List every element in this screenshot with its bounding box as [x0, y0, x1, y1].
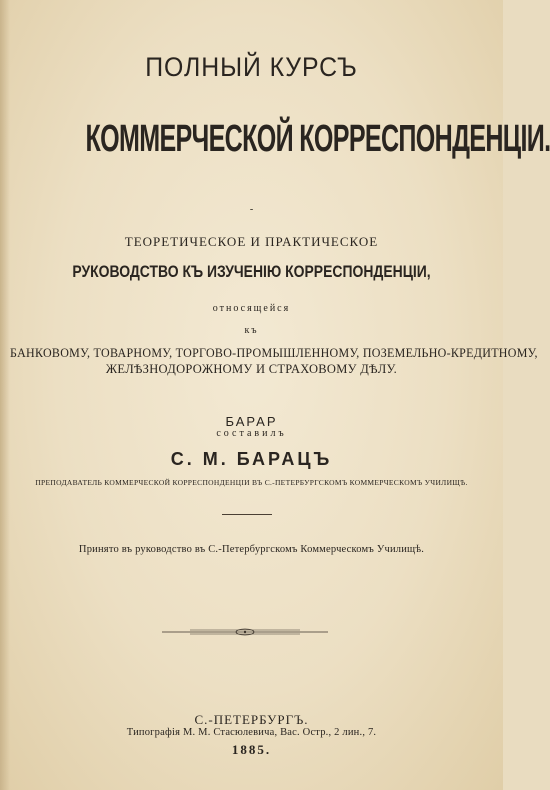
title-line-1: ПОЛНЫЙ КУРСЪ [145, 52, 358, 82]
subtitle-line-2: РУКОВОДСТВО КЪ ИЗУЧЕНІЮ КОРРЕСПОНДЕНЦІИ, [72, 262, 431, 281]
title-line-2: КОММЕРЧЕСКОЙ КОРРЕСПОНДЕНЦІИ. [85, 118, 550, 160]
ornament-divider [160, 626, 330, 638]
imprint-year: 1885. [231, 742, 272, 757]
subtitle-line-6: ЖЕЛѢЗНОДОРОЖНОМУ И СТРАХОВОМУ ДѢЛУ. [105, 362, 398, 376]
author-role: ПРЕПОДАВАТЕЛЬ КОММЕРЧЕСКОЙ КОРРЕСПОНДЕНЦІИ ВЪ С.-ПЕТЕРБУРГСКОМЪ КОММЕРЧЕСКОМЪ УЧИЛИЩѢ. [35, 478, 468, 487]
approval-note: Принято въ руководство въ С.-Петербургскомъ Коммерческомъ Училищѣ. [78, 544, 425, 555]
subtitle-line-5: БАНКОВОМУ, ТОВАРНОМУ, ТОРГОВО-ПРОМЫШЛЕННОМУ, ПОЗЕМЕЛЬНО-КРЕДИТНОМУ, [10, 346, 538, 360]
separator-dash: - [249, 204, 254, 215]
subtitle-line-3: относящейся [212, 303, 291, 314]
composed-by-label: составилъ [216, 428, 287, 439]
imprint-city: С.-ПЕТЕРБУРГЪ. [194, 712, 309, 727]
library-stamp: БАРАР [225, 414, 278, 429]
short-divider [222, 514, 272, 515]
imprint-printer: Типографія М. М. Стасюлевича, Вас. Остр., 2 лин., 7. [126, 727, 377, 738]
subtitle-line-1: ТЕОРЕТИЧЕСКОЕ И ПРАКТИЧЕСКОЕ [124, 234, 379, 249]
subtitle-line-4: къ [244, 325, 259, 336]
author-name: С. М. БАРАЦЪ [170, 449, 333, 469]
